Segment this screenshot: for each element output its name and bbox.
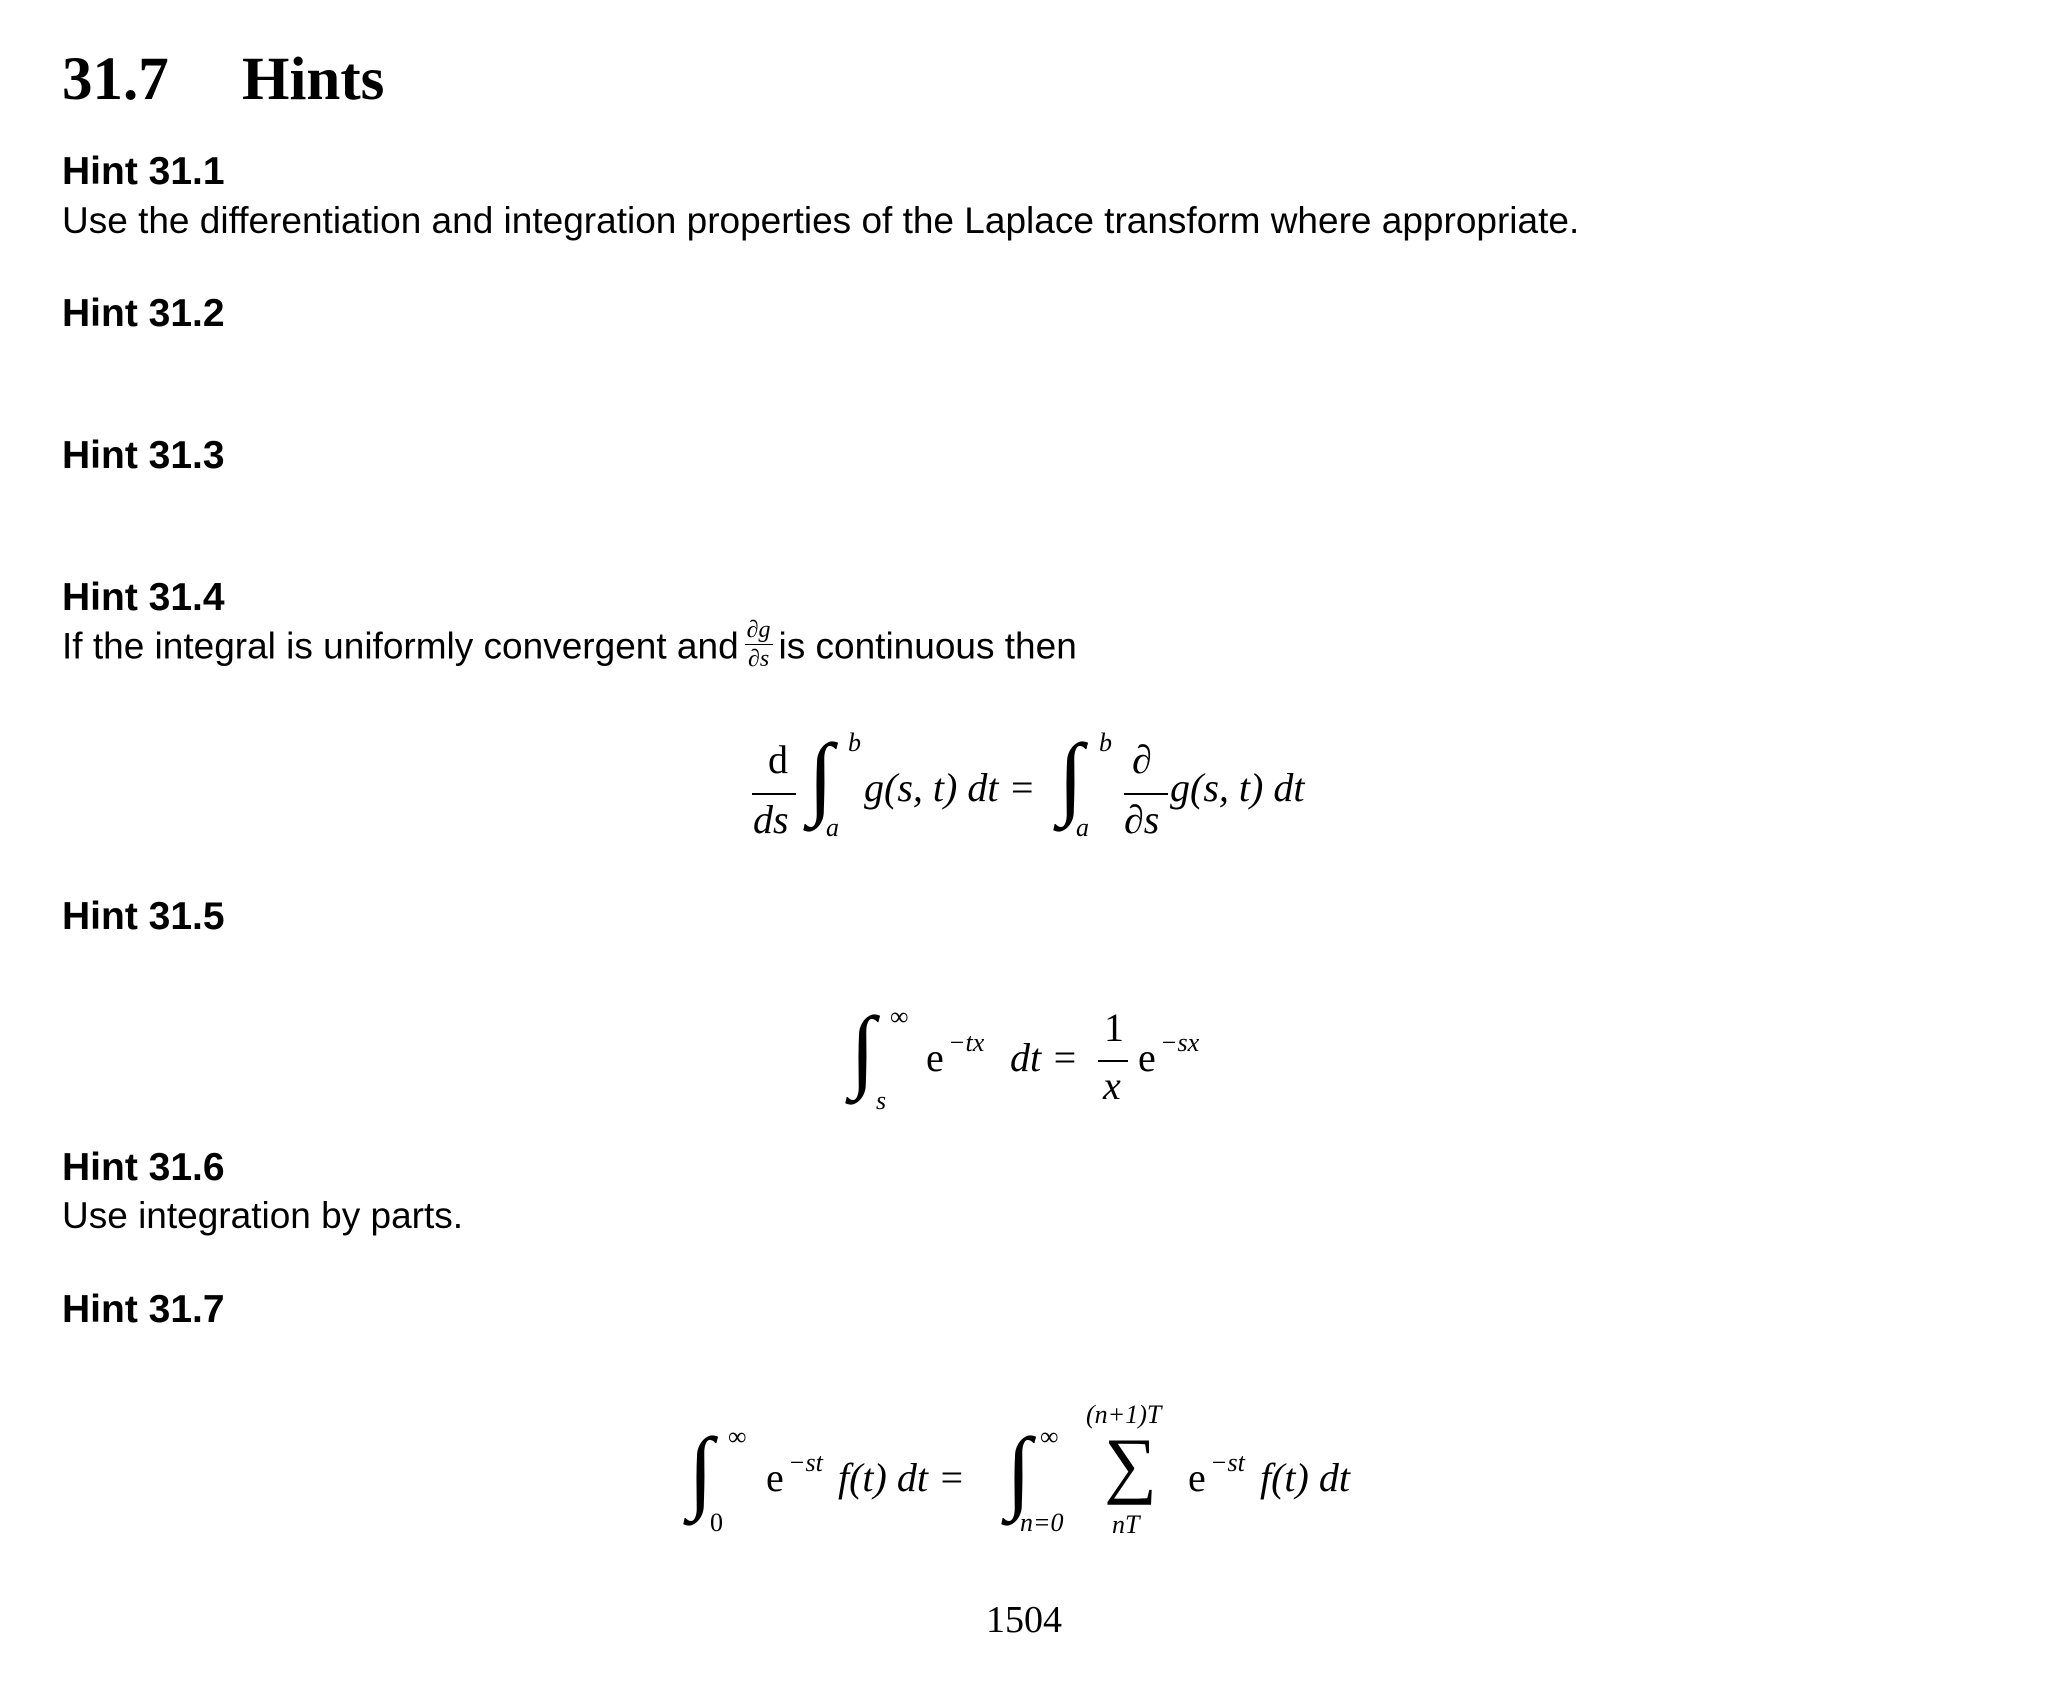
integral-sign: ∫	[850, 998, 876, 1100]
lower-limit: s	[876, 1086, 887, 1115]
fraction-bar	[1098, 1060, 1128, 1062]
partial-numerator: ∂g	[746, 617, 771, 643]
upper-limit: ∞	[728, 1422, 747, 1451]
partial-fraction	[745, 618, 773, 671]
integral-sign: ∫	[1058, 725, 1084, 827]
lower-limit: 0	[710, 1508, 723, 1537]
d-denominator: ds	[753, 797, 789, 842]
fraction-numerator: 1	[1104, 1005, 1124, 1050]
page-number: 1504	[986, 1599, 1062, 1641]
section-number: 31.7	[62, 46, 169, 113]
exp-base: e	[766, 1455, 784, 1500]
partial-denominator: ∂s	[1124, 797, 1160, 842]
lower-limit: a	[826, 813, 839, 842]
exp-base: e	[1188, 1455, 1206, 1500]
hint-text-before: If the integral is uniformly convergent and	[62, 625, 739, 667]
int2-lower: nT	[1112, 1510, 1140, 1539]
hint-heading: Hint 31.6	[62, 1146, 225, 1189]
lower-limit: a	[1076, 813, 1089, 842]
rhs-tail: f(t) dt	[1260, 1455, 1350, 1500]
sum-upper: ∞	[1040, 1422, 1059, 1451]
sum-lower: n=0	[1020, 1508, 1064, 1537]
section-title: Hints	[242, 46, 385, 113]
lhs-tail: f(t) dt =	[838, 1455, 965, 1500]
hint-text: Use integration by parts.	[62, 1195, 464, 1236]
hint-heading: Hint 31.2	[62, 292, 225, 335]
exponent: −st	[1210, 1448, 1245, 1477]
d-numerator: d	[768, 737, 788, 782]
hint-heading: Hint 31.3	[62, 434, 225, 477]
rhs-integrand: g(s, t) dt	[1170, 765, 1305, 810]
integral-sign: ∫	[688, 1419, 714, 1521]
integral-sign: ∫	[808, 725, 834, 827]
fraction-denominator: x	[1103, 1063, 1121, 1108]
int2-upper: (n+1)T	[1086, 1400, 1162, 1429]
fraction-bar	[1124, 793, 1168, 795]
integral-sign: ∫	[1006, 1419, 1032, 1521]
exp-base: e	[1138, 1035, 1156, 1080]
hint-text: Use the differentiation and integration properties of the Laplace transform where appropriate.	[62, 200, 1580, 241]
upper-limit: b	[848, 728, 861, 757]
upper-limit: b	[1099, 728, 1112, 757]
hint-heading: Hint 31.4	[62, 576, 225, 619]
partial-denominator: ∂s	[747, 646, 770, 672]
hint-heading: Hint 31.1	[62, 150, 225, 193]
hint-heading: Hint 31.5	[62, 895, 225, 938]
lhs-integrand: g(s, t) dt =	[864, 765, 1036, 810]
section-heading	[62, 45, 384, 115]
fraction-bar	[752, 793, 796, 795]
exponent: −st	[788, 1448, 823, 1477]
exp-base: e	[926, 1035, 944, 1080]
partial-numerator: ∂	[1132, 737, 1152, 782]
hint-text-after: is continuous then	[778, 625, 1077, 667]
summation-sign: ∑	[1104, 1424, 1157, 1506]
lhs-tail: dt =	[1010, 1035, 1079, 1080]
hint-heading: Hint 31.7	[62, 1288, 225, 1331]
hint-text	[62, 617, 1077, 675]
upper-limit: ∞	[890, 1002, 909, 1031]
exponent: −sx	[1160, 1028, 1200, 1057]
exponent: −tx	[948, 1028, 985, 1057]
